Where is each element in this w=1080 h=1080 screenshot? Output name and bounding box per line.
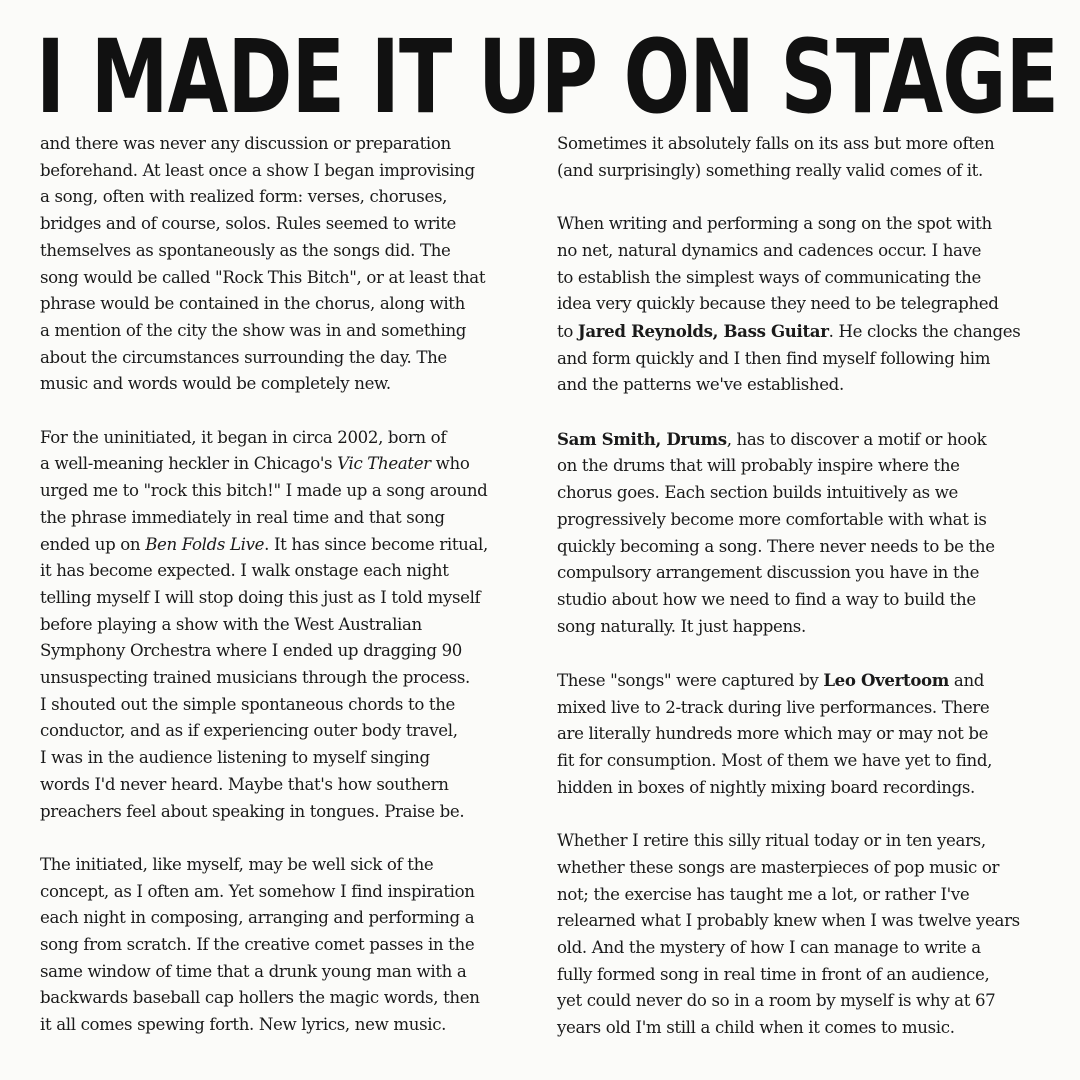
text-line: are literally hundreds more which may or may not be xyxy=(557,724,989,744)
text-line: music and words would be completely new. xyxy=(40,374,391,394)
right-paragraph-5 xyxy=(557,828,1067,1042)
text-run: These "songs" were captured by xyxy=(557,671,824,691)
text-line: old. And the mystery of how I can manage to write a xyxy=(557,938,981,958)
text-line: preachers feel about speaking in tongues. Praise be. xyxy=(40,801,465,821)
left-paragraph-2 xyxy=(40,425,552,826)
text-line: hidden in boxes of nightly mixing board recordings. xyxy=(557,777,975,797)
text-line: and there was never any discussion or preparation xyxy=(40,134,451,153)
left-column xyxy=(40,131,552,1066)
credit-name: Leo Overtoom xyxy=(823,670,949,691)
text-line: beforehand. At least once a show I began improvising xyxy=(40,160,475,180)
text-line: to establish the simplest ways of communicating the xyxy=(557,267,981,287)
text-line: words I'd never heard. Maybe that's how southern xyxy=(40,774,449,794)
text-line: studio about how we need to find a way to build the xyxy=(557,589,976,609)
text-line: not; the exercise has taught me a lot, or rather I've xyxy=(557,884,970,904)
text-line: song naturally. It just happens. xyxy=(557,616,806,636)
text-line: idea very quickly because they need to be telegraphed xyxy=(557,294,999,314)
text-line: telling myself I will stop doing this just as I told myself xyxy=(40,587,481,607)
left-paragraph-3 xyxy=(40,852,552,1039)
text-line: no net, natural dynamics and cadences occur. I have xyxy=(557,240,982,260)
text-line: fit for consumption. Most of them we have yet to find, xyxy=(557,751,993,771)
text-line: Whether I retire this silly ritual today or in ten years, xyxy=(557,831,986,851)
text-line: relearned what I probably knew when I was twelve years xyxy=(557,911,1020,931)
text-line: yet could never do so in a room by myself is why at 67 xyxy=(557,991,996,1011)
right-paragraph-1 xyxy=(557,131,1067,184)
text-line: a song, often with realized form: verses, choruses, xyxy=(40,187,448,207)
text-line: (and surprisingly) something really valid comes of it. xyxy=(557,160,983,180)
text-line: before playing a show with the West Australian xyxy=(40,614,422,634)
text-line: on the drums that will probably inspire where the xyxy=(557,456,960,476)
text-run: , has to discover a motif or hook xyxy=(726,429,987,449)
text-line: themselves as spontaneously as the songs did. The xyxy=(40,240,451,260)
text-line: it all comes spewing forth. New lyrics, new music. xyxy=(40,1015,447,1035)
text-line: Symphony Orchestra where I ended up dragging 90 xyxy=(40,641,462,661)
text-line: The initiated, like myself, may be well sick of the xyxy=(40,854,434,874)
text-line: fully formed song in real time in front of an audience, xyxy=(557,964,990,984)
text-line: same window of time that a drunk young man with a xyxy=(40,961,467,981)
text-line: Sometimes it absolutely falls on its ass but more often xyxy=(557,134,995,153)
text-line: chorus goes. Each section builds intuitively as we xyxy=(557,483,959,503)
credit-name: Sam Smith, Drums xyxy=(557,428,727,449)
text-run: ended up on xyxy=(40,534,146,554)
text-line: whether these songs are masterpieces of pop music or xyxy=(557,857,1000,877)
right-paragraph-3 xyxy=(557,426,1067,641)
text-line xyxy=(557,667,1067,695)
text-line: the phrase immediately in real time and that song xyxy=(40,507,445,527)
text-line: phrase would be contained in the chorus, along with xyxy=(40,294,465,314)
text-line xyxy=(40,532,552,559)
text-line: conductor, and as if experiencing outer body travel, xyxy=(40,721,458,741)
text-line: a mention of the city the show was in and something xyxy=(40,320,467,340)
text-line: progressively become more comfortable with what is xyxy=(557,509,987,529)
text-line: it has become expected. I walk onstage each night xyxy=(40,561,449,581)
credit-name: Jared Reynolds, Bass Guitar xyxy=(577,320,829,341)
text-run: . He clocks the changes xyxy=(828,321,1021,341)
text-line xyxy=(557,426,1067,454)
text-line: song from scratch. If the creative comet passes in the xyxy=(40,935,475,955)
text-line: and the patterns we've established. xyxy=(557,375,844,395)
text-run: a well-meaning heckler in Chicago's xyxy=(40,454,338,474)
text-line: When writing and performing a song on the spot with xyxy=(557,214,992,234)
headline: I MADE IT UP ON STAGE xyxy=(36,16,1059,137)
text-line xyxy=(40,451,552,478)
left-paragraph-1 xyxy=(40,131,552,398)
right-paragraph-4 xyxy=(557,667,1067,802)
text-line: about the circumstances surrounding the day. The xyxy=(40,347,447,367)
text-run: . It has since become ritual, xyxy=(264,534,488,554)
right-paragraph-2 xyxy=(557,211,1067,399)
text-line: song would be called "Rock This Bitch", or at least that xyxy=(40,267,486,287)
text-line: concept, as I often am. Yet somehow I find inspiration xyxy=(40,881,475,901)
album-title: Ben Folds Live xyxy=(145,534,265,554)
text-line: and form quickly and I then find myself following him xyxy=(557,348,991,368)
text-line: For the uninitiated, it began in circa 2002, born of xyxy=(40,427,447,447)
text-line: quickly becoming a song. There never needs to be the xyxy=(557,536,995,556)
text-run: and xyxy=(948,671,985,691)
text-line: urged me to "rock this bitch!" I made up a song around xyxy=(40,481,488,501)
right-column xyxy=(557,131,1067,1069)
text-line xyxy=(557,318,1067,346)
text-line: unsuspecting trained musicians through the process. xyxy=(40,668,470,688)
text-line: years old I'm still a child when it comes to music. xyxy=(557,1018,955,1038)
text-run: who xyxy=(430,454,470,474)
text-run: to xyxy=(557,321,578,341)
text-line: mixed live to 2-track during live performances. There xyxy=(557,697,990,717)
text-line: backwards baseball cap hollers the magic words, then xyxy=(40,988,480,1008)
text-line: each night in composing, arranging and performing a xyxy=(40,908,475,928)
venue-name: Vic Theater xyxy=(337,454,431,474)
text-line: compulsory arrangement discussion you have in the xyxy=(557,563,980,583)
text-line: I was in the audience listening to myself singing xyxy=(40,748,430,768)
text-line: I shouted out the simple spontaneous chords to the xyxy=(40,694,456,714)
text-line: bridges and of course, solos. Rules seemed to write xyxy=(40,214,456,234)
